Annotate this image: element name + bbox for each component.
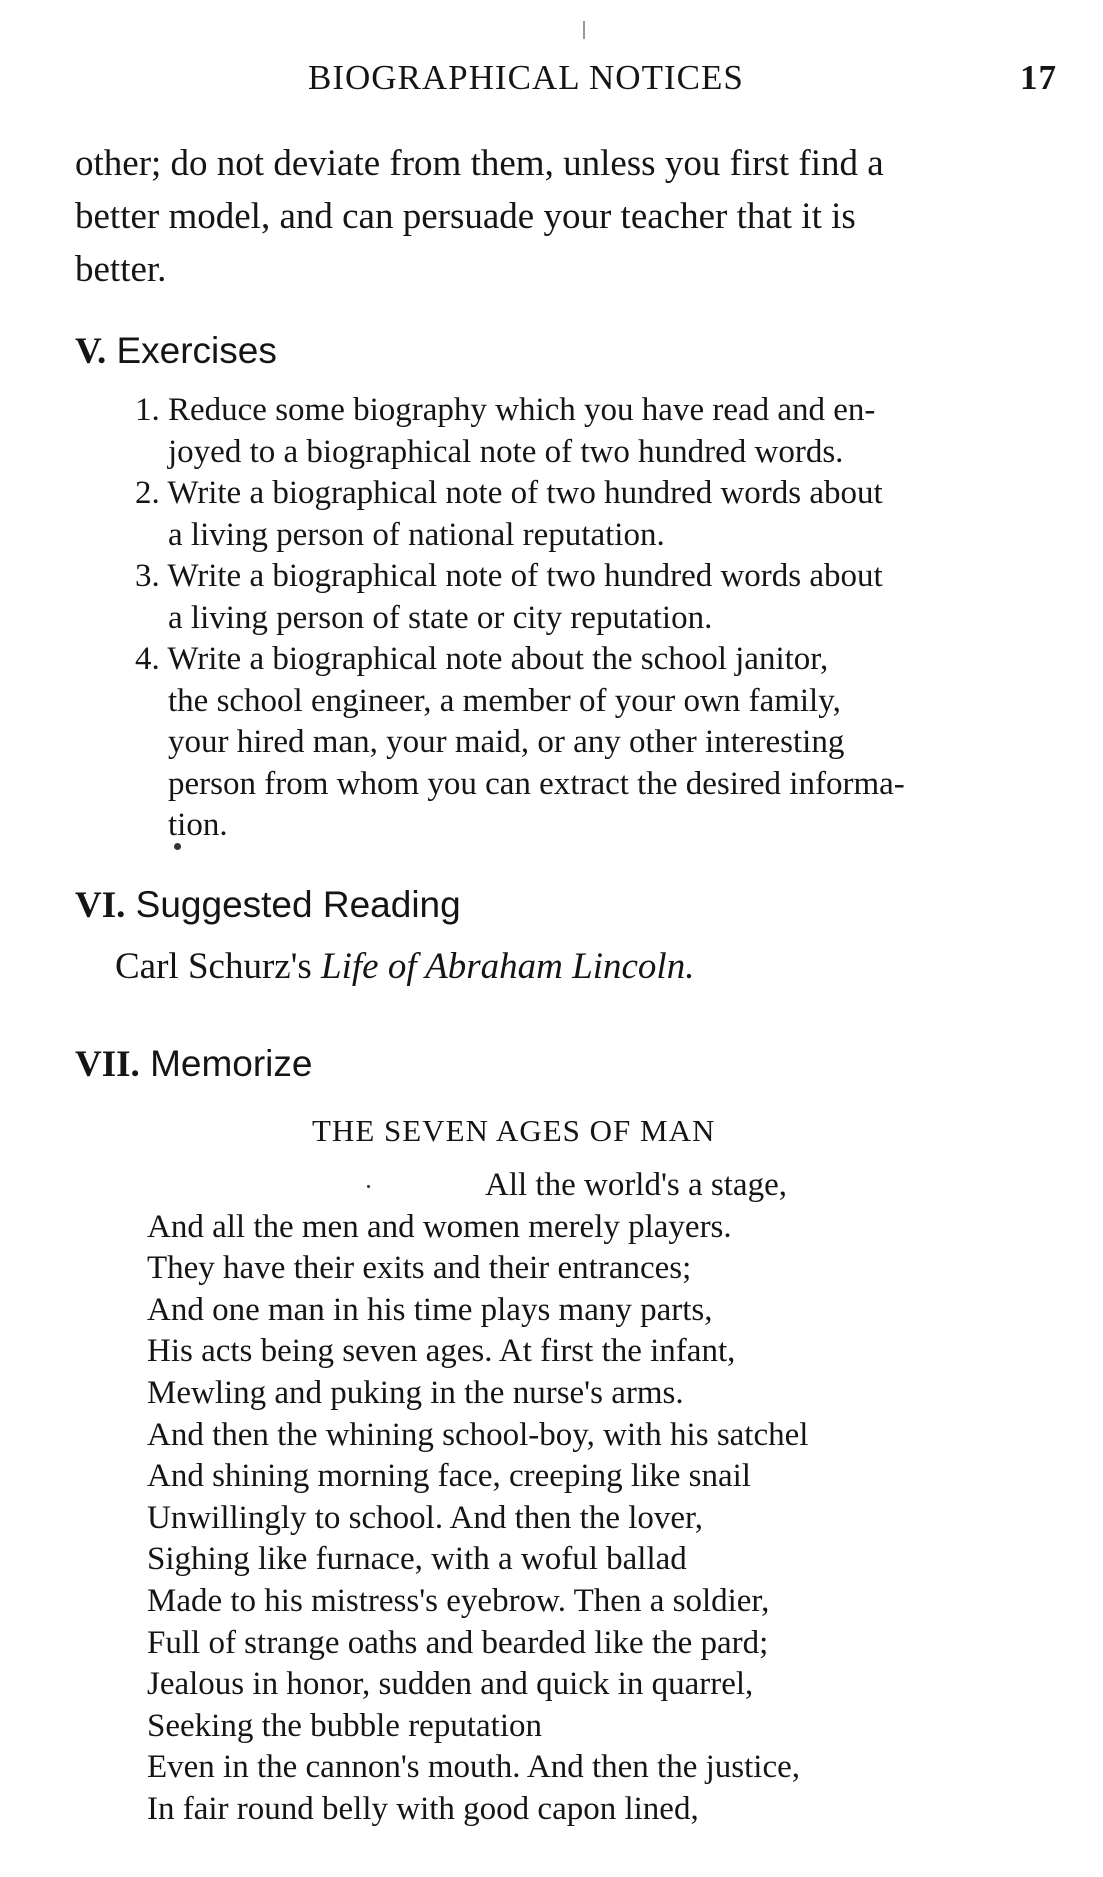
exercise-line: person from whom you can extract the desired informa-	[168, 765, 905, 802]
paragraph-line: other; do not deviate from them, unless you first find a	[75, 143, 884, 184]
section-numeral: V.	[75, 331, 107, 372]
exercise-item	[135, 556, 1060, 639]
poem-line: Made to his mistress's eyebrow. Then a soldier,	[147, 1582, 770, 1619]
poem-line: His acts being seven ages. At first the infant,	[147, 1333, 736, 1370]
exercise-item	[135, 639, 1060, 847]
section-heading-reading	[75, 884, 461, 927]
poem	[147, 1165, 808, 1831]
reading-book-title: Life of Abraham Lincoln.	[321, 946, 695, 987]
section-heading-memorize	[75, 1043, 312, 1086]
exercise-line: your hired man, your maid, or any other interesting	[168, 724, 845, 760]
section-heading-exercises	[75, 330, 277, 373]
poem-line: In fair round belly with good capon lined,	[147, 1790, 699, 1827]
exercise-line: 1. Reduce some biography which you have read and en-	[135, 392, 876, 428]
poem-line: Unwillingly to school. And then the lover,	[147, 1499, 703, 1536]
poem-line: Full of strange oaths and bearded like the pard;	[147, 1624, 769, 1661]
section-title: Suggested Reading	[135, 884, 461, 925]
paragraph-line: better model, and can persuade your teacher that it is	[75, 196, 856, 237]
exercise-line: joyed to a biographical note of two hundred words.	[168, 433, 844, 470]
ink-speck	[174, 843, 181, 850]
exercise-line: a living person of state or city reputation.	[168, 599, 713, 636]
poem-line: Jealous in honor, sudden and quick in quarrel,	[147, 1666, 754, 1703]
exercise-item	[135, 390, 1060, 473]
running-title: BIOGRAPHICAL NOTICES	[308, 58, 744, 97]
running-head	[0, 58, 1103, 102]
ink-speck	[367, 1185, 370, 1188]
exercise-item	[135, 473, 1060, 556]
exercise-list	[135, 390, 1060, 847]
page-number: 17	[1020, 58, 1057, 97]
poem-line: And one man in his time plays many parts,	[147, 1291, 713, 1328]
section-title: Memorize	[150, 1043, 313, 1084]
exercise-line: 3. Write a biographical note of two hundred words about	[135, 558, 883, 594]
section-title: Exercises	[116, 330, 277, 371]
exercise-line: 4. Write a biographical note about the school janitor,	[135, 641, 829, 677]
paragraph-line: better.	[75, 249, 167, 290]
section-numeral: VI.	[75, 885, 126, 926]
reading-author: Carl Schurz's	[115, 946, 322, 987]
exercise-line: 2. Write a biographical note of two hundred words about	[135, 475, 883, 511]
poem-line: Mewling and puking in the nurse's arms.	[147, 1374, 684, 1411]
exercise-line: a living person of national reputation.	[168, 516, 665, 553]
section-numeral: VII.	[75, 1044, 140, 1085]
poem-title: THE SEVEN AGES OF MAN	[312, 1113, 716, 1148]
poem-line: Seeking the bubble reputation	[147, 1707, 542, 1744]
exercise-line: the school engineer, a member of your own family,	[168, 682, 841, 719]
suggested-reading	[115, 945, 694, 988]
intro-paragraph	[75, 137, 1065, 296]
poem-line: Sighing like furnace, with a woful ballad	[147, 1541, 687, 1578]
poem-line: And all the men and women merely players.	[147, 1208, 732, 1245]
poem-line: They have their exits and their entrances;	[147, 1250, 692, 1287]
poem-line: Even in the cannon's mouth. And then the justice,	[147, 1749, 800, 1786]
poem-line: All the world's a stage,	[485, 1167, 787, 1203]
ink-speck	[583, 21, 585, 39]
poem-line: And shining morning face, creeping like snail	[147, 1458, 751, 1495]
exercise-line: tion.	[168, 807, 228, 843]
poem-line: And then the whining school-boy, with his satchel	[147, 1416, 809, 1453]
